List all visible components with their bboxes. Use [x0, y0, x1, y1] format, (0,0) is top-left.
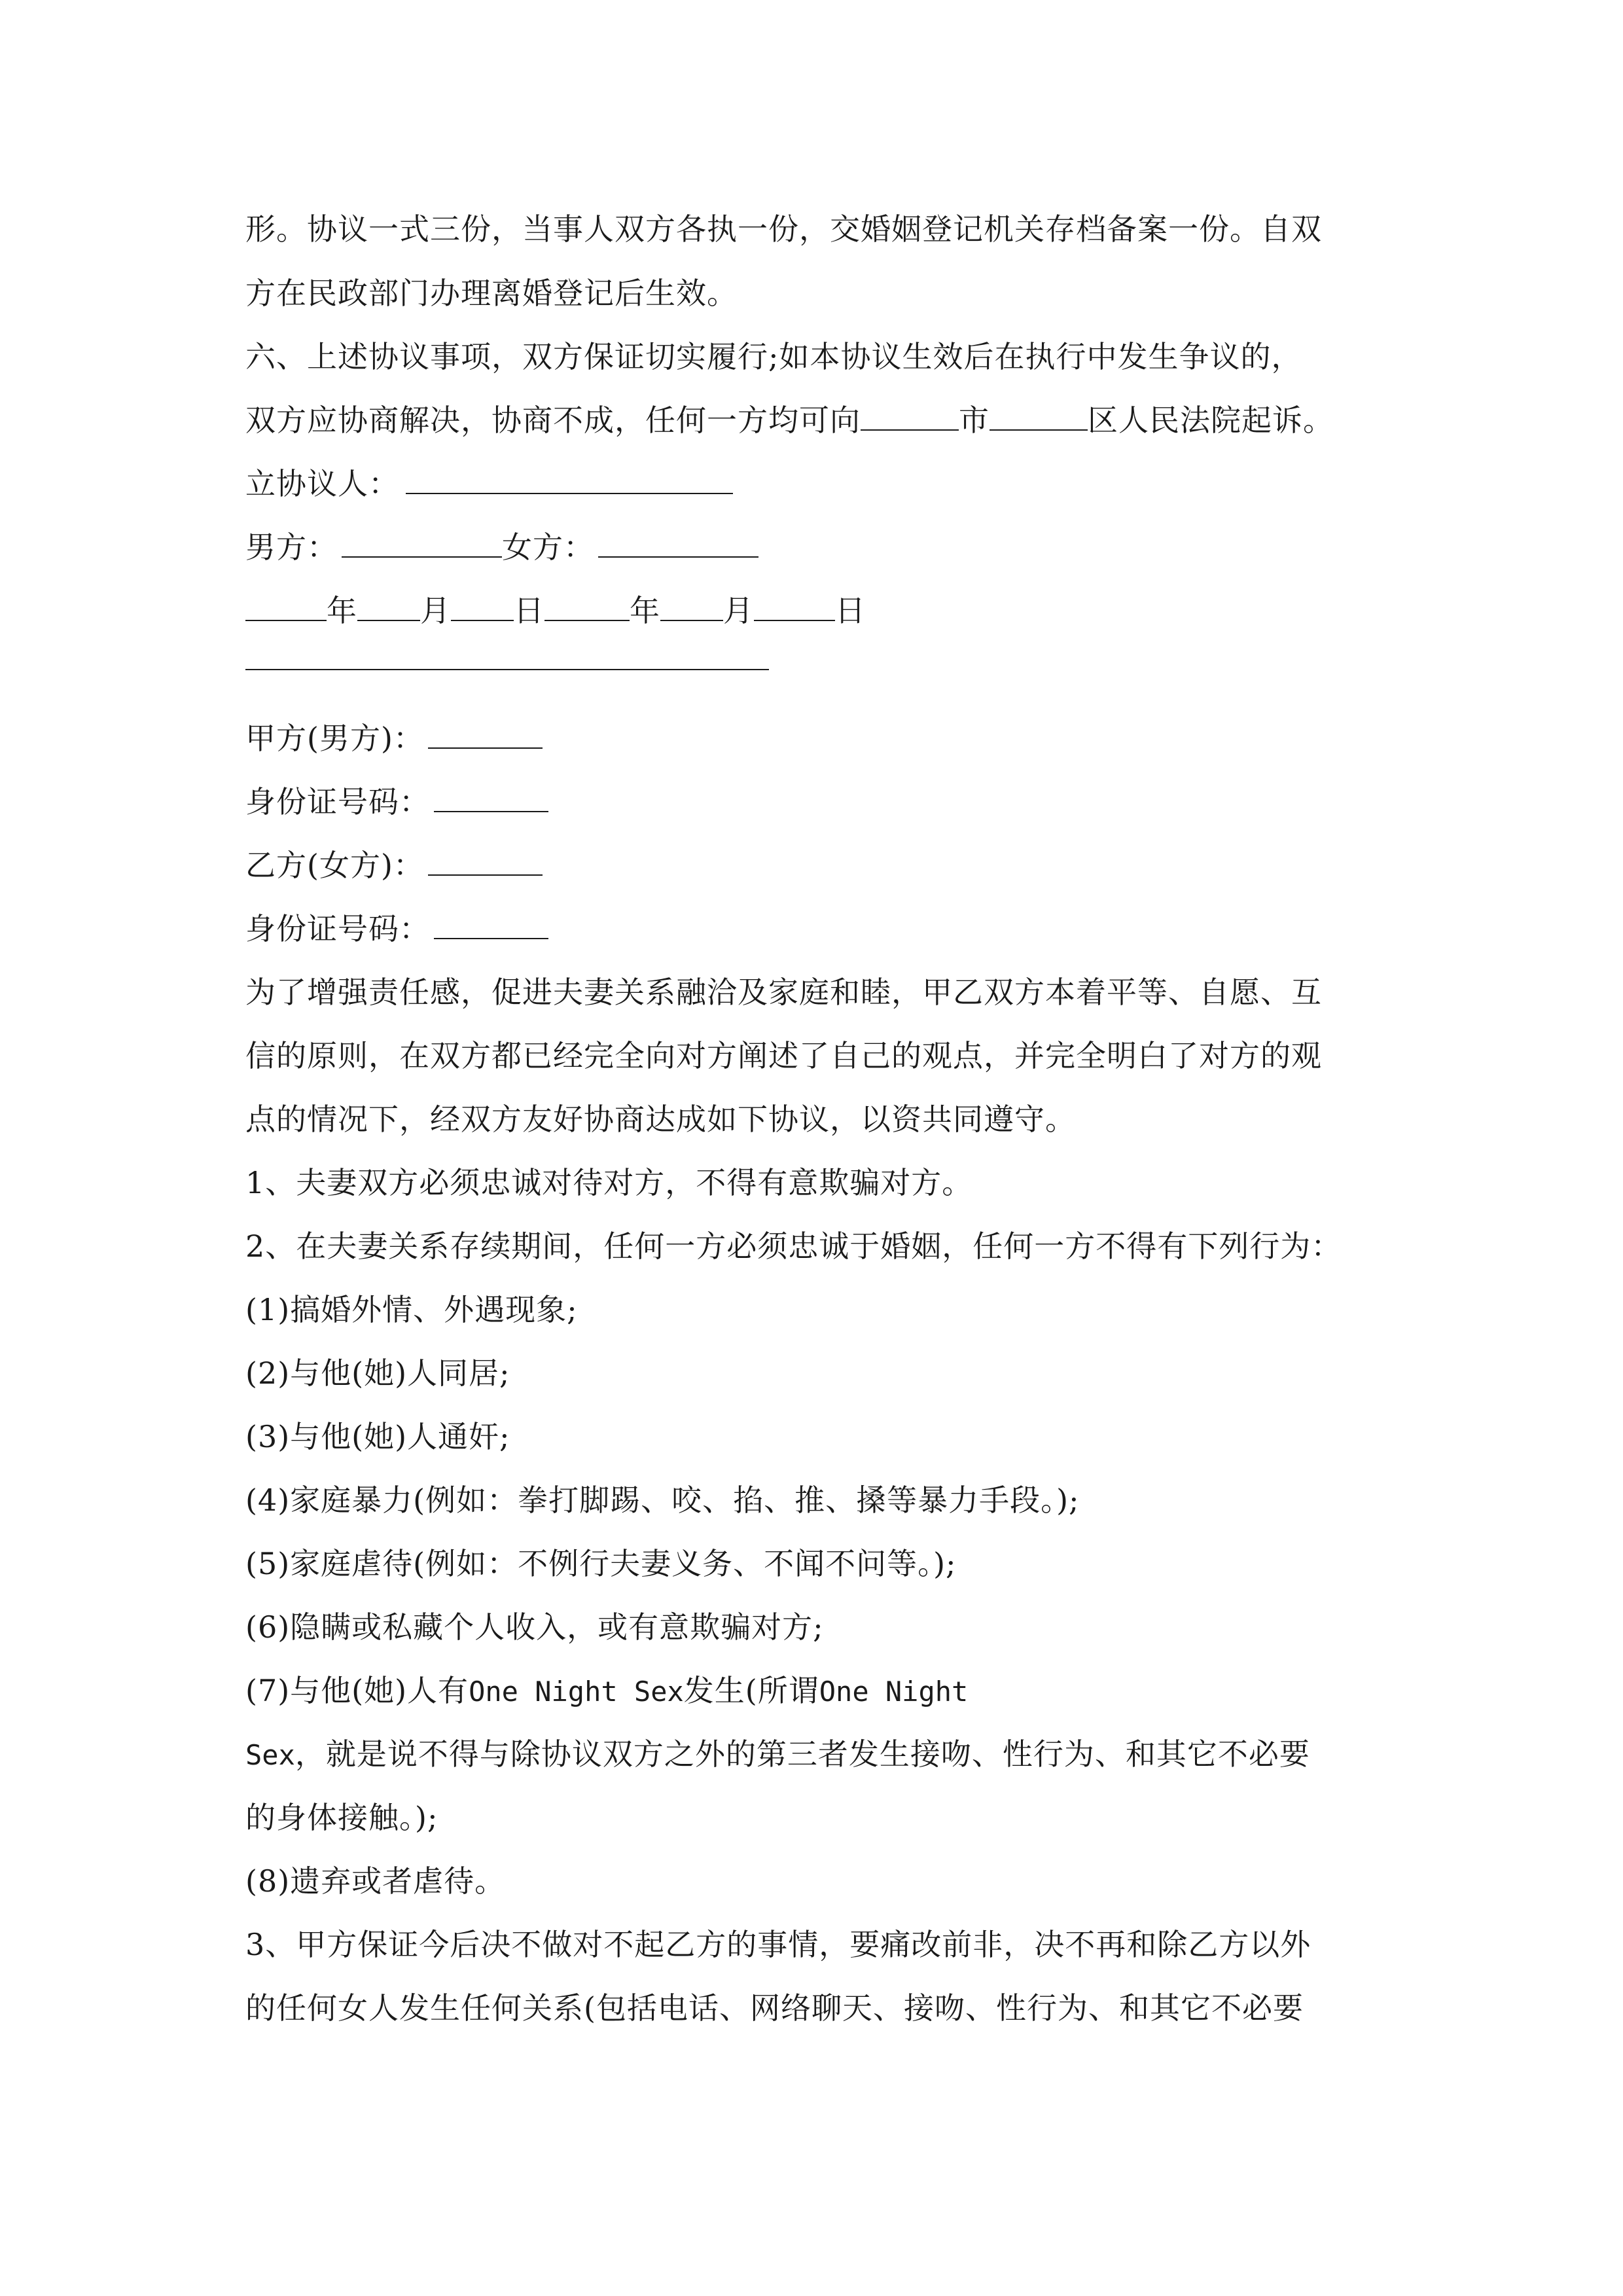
english-term: One Night Sex [469, 1676, 684, 1708]
text-line: 3、甲方保证今后决不做对不起乙方的事情，要痛改前非，决不再和除乙方以外 [245, 1927, 1311, 1962]
court-label: 区人民法院起诉。 [1088, 403, 1334, 438]
list-item: (5)家庭虐待(例如：不例行夫妻义务、不闻不问等。); [245, 1546, 957, 1581]
city-label: 市 [959, 403, 990, 438]
list-item: (3)与他(她)人通奸; [245, 1419, 510, 1454]
day-label: 日 [514, 593, 544, 628]
party-a-label: 甲方(男方)： [245, 721, 424, 756]
party-b-blank [428, 850, 543, 876]
day-label: 日 [835, 593, 866, 628]
female-label: 女方： [502, 529, 594, 565]
text-line: 信的原则，在双方都已经完全向对方阐述了自己的观点，并完全明白了对方的观 [245, 1038, 1322, 1073]
text-line [245, 1734, 1310, 1774]
month-blank [660, 595, 723, 621]
text-line: 形。协议一式三份，当事人双方各执一份，交婚姻登记机关存档备案一份。自双 [245, 211, 1322, 247]
party-b-label: 乙方(女方)： [245, 848, 424, 883]
text-line: 的任何女人发生任何关系(包括电话、网络聊天、接吻、性行为、和其它不必要 [245, 1990, 1304, 2026]
month-label: 月 [723, 593, 754, 628]
id-number-line [245, 909, 548, 948]
district-blank [990, 404, 1088, 431]
year-blank [245, 595, 327, 621]
signatory-label: 立协议人： [245, 466, 399, 501]
list-item: (2)与他(她)人同居; [245, 1355, 510, 1391]
text-line: 的身体接触。); [245, 1800, 438, 1835]
year-label: 年 [327, 593, 357, 628]
party-a-blank [428, 723, 543, 749]
list-item: (4)家庭暴力(例如：拳打脚踢、咬、掐、推、搡等暴力手段。); [245, 1482, 1080, 1518]
year-label: 年 [630, 593, 660, 628]
list-item-text: 发生(所谓 [683, 1673, 819, 1708]
text-line: 2、在夫妻关系存续期间，任何一方必须忠诚于婚姻，任何一方不得有下列行为： [245, 1229, 1342, 1264]
day-blank [754, 595, 835, 621]
text-line: 点的情况下，经双方友好协商达成如下协议，以资共同遵守。 [245, 1102, 1076, 1137]
id-number-blank [434, 786, 548, 812]
list-item: (6)隐瞒或私藏个人收入，或有意欺骗对方; [245, 1609, 824, 1645]
list-item: (1)搞婚外情、外遇现象; [245, 1292, 578, 1327]
court-clause-line [245, 401, 1334, 440]
id-number-label: 身份证号码： [245, 911, 430, 946]
english-term: Sex [245, 1739, 295, 1771]
list-item [245, 1671, 968, 1710]
english-term: One Night [819, 1676, 969, 1708]
year-blank [544, 595, 630, 621]
text-line: 方在民政部门办理离婚登记后生效。 [245, 276, 738, 311]
signatory-blank [406, 468, 733, 494]
text-line-content: ，就是说不得与除协议双方之外的第三者发生接吻、性行为、和其它不必要 [294, 1736, 1310, 1772]
text-line: 1、夫妻双方必须忠诚对待对方，不得有意欺骗对方。 [245, 1165, 973, 1200]
id-number-line [245, 782, 548, 821]
section-divider [245, 669, 769, 670]
male-label: 男方： [245, 529, 338, 565]
list-item: (8)遗弃或者虐待。 [245, 1863, 506, 1899]
parties-line [245, 528, 758, 567]
id-number-blank [434, 913, 548, 939]
signatory-line [245, 464, 733, 503]
list-item-text: (7)与他(她)人有 [245, 1673, 469, 1708]
party-b-line [245, 846, 543, 885]
month-label: 月 [420, 593, 451, 628]
day-blank [451, 595, 514, 621]
court-clause-text: 双方应协商解决，协商不成，任何一方均可向 [245, 403, 861, 438]
id-number-label: 身份证号码： [245, 784, 430, 819]
female-blank [598, 531, 758, 558]
party-a-line [245, 719, 543, 758]
male-blank [342, 531, 502, 558]
text-line: 六、上述协议事项，双方保证切实履行;如本协议生效后在执行中发生争议的， [245, 339, 1302, 374]
city-blank [861, 404, 959, 431]
month-blank [357, 595, 420, 621]
date-line [245, 591, 866, 630]
text-line: 为了增强责任感，促进夫妻关系融洽及家庭和睦，甲乙双方本着平等、自愿、互 [245, 975, 1322, 1010]
